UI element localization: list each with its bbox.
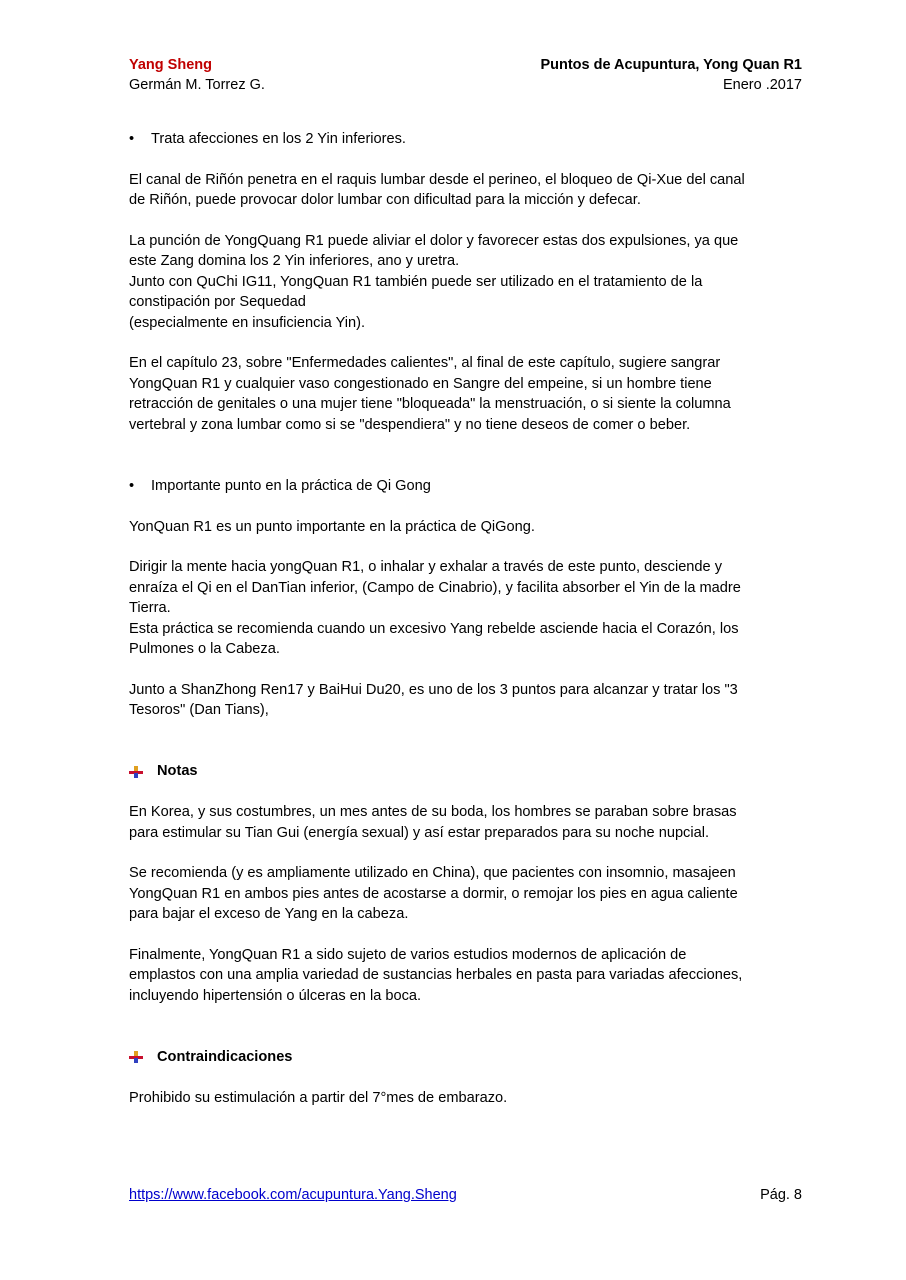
text-line: Junto a ShanZhong Ren17 y BaiHui Du20, es uno de los 3 puntos para alcanzar y tratar los "3: [129, 681, 738, 698]
colored-bullet-icon: [129, 766, 157, 778]
bullet-dot-icon: •: [129, 131, 135, 147]
text-line: YongQuan R1 y cualquier vaso congestionado en Sangre del empeine, si un hombre tiene: [129, 375, 712, 392]
text-line: de Riñón, puede provocar dolor lumbar con dificultad para la micción y defecar.: [129, 192, 641, 209]
text-line: emplastos con una amplia variedad de sustancias herbales en pasta para variadas afecciones,: [129, 967, 743, 984]
text-line: Pulmones o la Cabeza.: [129, 641, 280, 658]
text-line: vertebral y zona lumbar como si se "despendiera" y no tiene deseos de comer o beber.: [129, 416, 691, 433]
page-footer: [129, 1185, 802, 1205]
heading-text: Contraindicaciones: [157, 1049, 293, 1066]
text-line: YongQuan R1 en ambos pies antes de acostarse a dormir, o remojar los pies en agua caliente: [129, 885, 738, 902]
text-line: retracción de genitales o una mujer tiene "bloqueada" la menstruación, o si siente la columna: [129, 396, 731, 413]
section-heading-notas: [129, 761, 779, 781]
text-line: Tesoros" (Dan Tians),: [129, 702, 269, 719]
text-line: La punción de YongQuang R1 puede aliviar el dolor y favorecer estas dos expulsiones, ya que: [129, 233, 739, 249]
page-number: Pág. 8: [760, 1187, 802, 1203]
brand-title: Yang Sheng: [129, 57, 212, 73]
bullet-dot-icon: •: [129, 477, 135, 494]
page-content: [129, 129, 779, 1108]
bullet-text: Importante punto en la práctica de Qi Gong: [151, 477, 431, 494]
text-line: Tierra.: [129, 600, 171, 617]
text-line: (especialmente en insuficiencia Yin).: [129, 314, 366, 331]
text-line: Dirigir la mente hacia yongQuan R1, o inhalar y exhalar a través de este punto, desciende y: [129, 559, 723, 576]
document-title: Puntos de Acupuntura, Yong Quan R1: [540, 57, 802, 73]
text-line: incluyendo hipertensión o úlceras en la boca.: [129, 987, 422, 1004]
facebook-link[interactable]: https://www.facebook.com/acupuntura.Yang.Sheng: [129, 1187, 457, 1203]
text-line: Prohibido su estimulación a partir del 7°mes de embarazo.: [129, 1089, 508, 1106]
text-line: En el capítulo 23, sobre "Enfermedades calientes", al final de este capítulo, sugiere sangrar: [129, 355, 721, 372]
text-line: para bajar el exceso de Yang en la cabeza.: [129, 906, 409, 923]
text-line: Esta práctica se recomienda cuando un excesivo Yang rebelde asciende hacia el Corazón, los: [129, 620, 739, 637]
text-line: El canal de Riñón penetra en el raquis lumbar desde el perineo, el bloqueo de Qi-Xue del canal: [129, 171, 745, 188]
text-line: este Zang domina los 2 Yin inferiores, ano y uretra.: [129, 253, 460, 270]
bullet-item: [129, 129, 779, 149]
text-line: Se recomienda (y es ampliamente utilizado en China), que pacientes con insomnio, masajeen: [129, 865, 736, 882]
bullet-text: Trata afecciones en los 2 Yin inferiores.: [151, 131, 406, 147]
document-date: Enero .2017: [722, 77, 802, 93]
text-line: YonQuan R1 es un punto importante en la práctica de QiGong.: [129, 518, 535, 535]
heading-text: Notas: [157, 763, 198, 780]
text-line: Junto con QuChi IG11, YongQuan R1 también puede ser utilizado en el tratamiento de la: [129, 273, 703, 290]
text-line: Finalmente, YongQuan R1 a sido sujeto de varios estudios modernos de aplicación de: [129, 947, 687, 964]
colored-bullet-icon: [129, 1051, 157, 1063]
bullet-item: [129, 476, 779, 496]
author: Germán M. Torrez G.: [129, 77, 265, 93]
text-line: En Korea, y sus costumbres, un mes antes de su boda, los hombres se paraban sobre brasas: [129, 804, 737, 821]
page-header: [129, 55, 802, 95]
section-heading-contraindicaciones: [129, 1047, 779, 1067]
text-line: para estimular su Tian Gui (energía sexual) y así estar preparados para su noche nupcial.: [129, 824, 710, 841]
text-line: constipación por Sequedad: [129, 294, 306, 311]
text-line: enraíza el Qi en el DanTian inferior, (Campo de Cinabrio), y facilita absorber el Yin de la madre: [129, 579, 741, 596]
